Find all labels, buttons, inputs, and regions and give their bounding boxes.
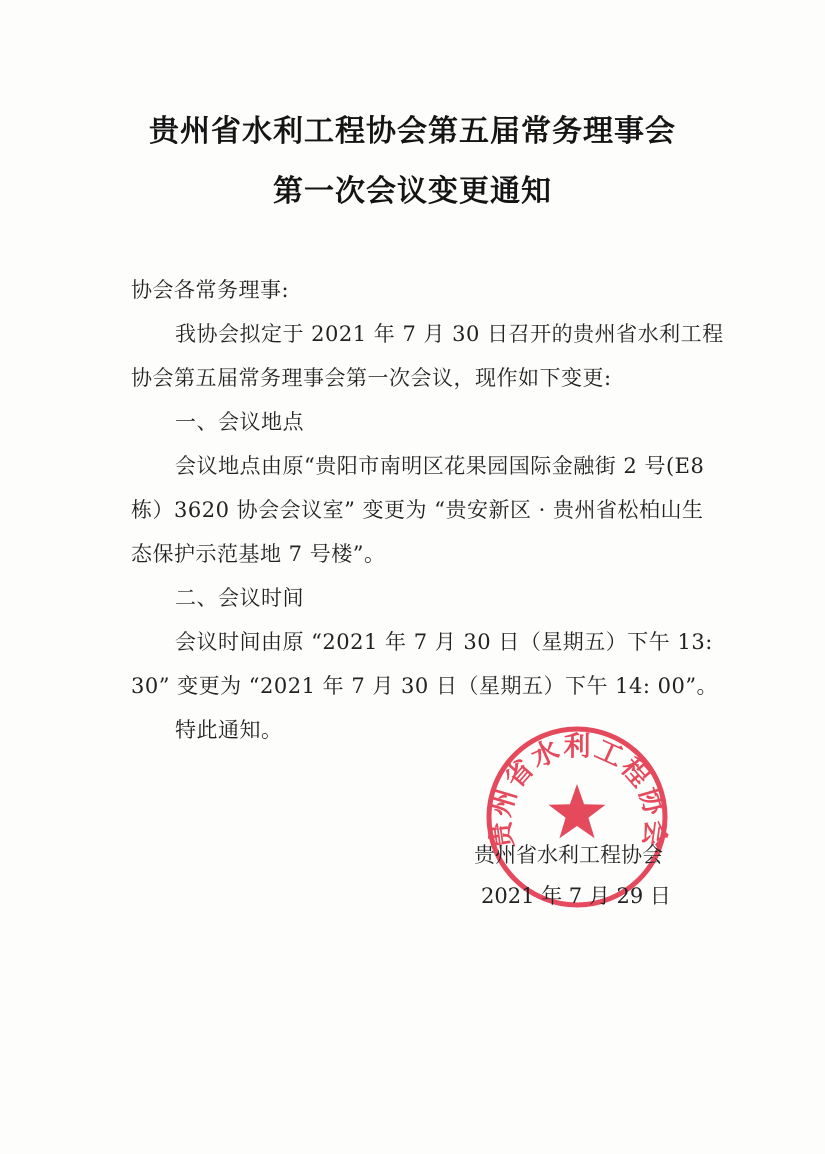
intro-line-2: 协会第五届常务理事会第一次会议，现作如下变更: [131,366,612,390]
section-1-line-1: 会议地点由原“贵阳市南明区花果园国际金融街 2 号(E8 [175,454,705,478]
signature-organization: 贵州省水利工程协会 [474,843,663,867]
document-title-line-2: 第一次会议变更通知 [273,174,552,209]
document-title-line-1: 贵州省水利工程协会第五届常务理事会 [149,114,676,149]
section-1-heading: 一、会议地点 [175,410,304,434]
section-2-line-1: 会议时间由原 “2021 年 7 月 30 日（星期五）下午 13: [175,630,713,654]
salutation: 协会各常务理事: [131,278,290,302]
section-1-line-2: 栋）3620 协会会议室” 变更为 “贵安新区 · 贵州省松柏山生 [131,498,704,522]
section-2-heading: 二、会议时间 [175,586,304,610]
intro-line-1: 我协会拟定于 2021 年 7 月 30 日召开的贵州省水利工程 [175,322,724,346]
section-2-line-2: 30” 变更为 “2021 年 7 月 30 日（星期五）下午 14: 00”。 [131,674,719,698]
seal-text: 贵州省水利工程协会 [484,731,672,851]
signature-date: 2021 年 7 月 29 日 [481,884,671,908]
section-1-line-3: 态保护示范基地 7 号楼”。 [131,542,386,566]
closing-line: 特此通知。 [175,718,283,742]
